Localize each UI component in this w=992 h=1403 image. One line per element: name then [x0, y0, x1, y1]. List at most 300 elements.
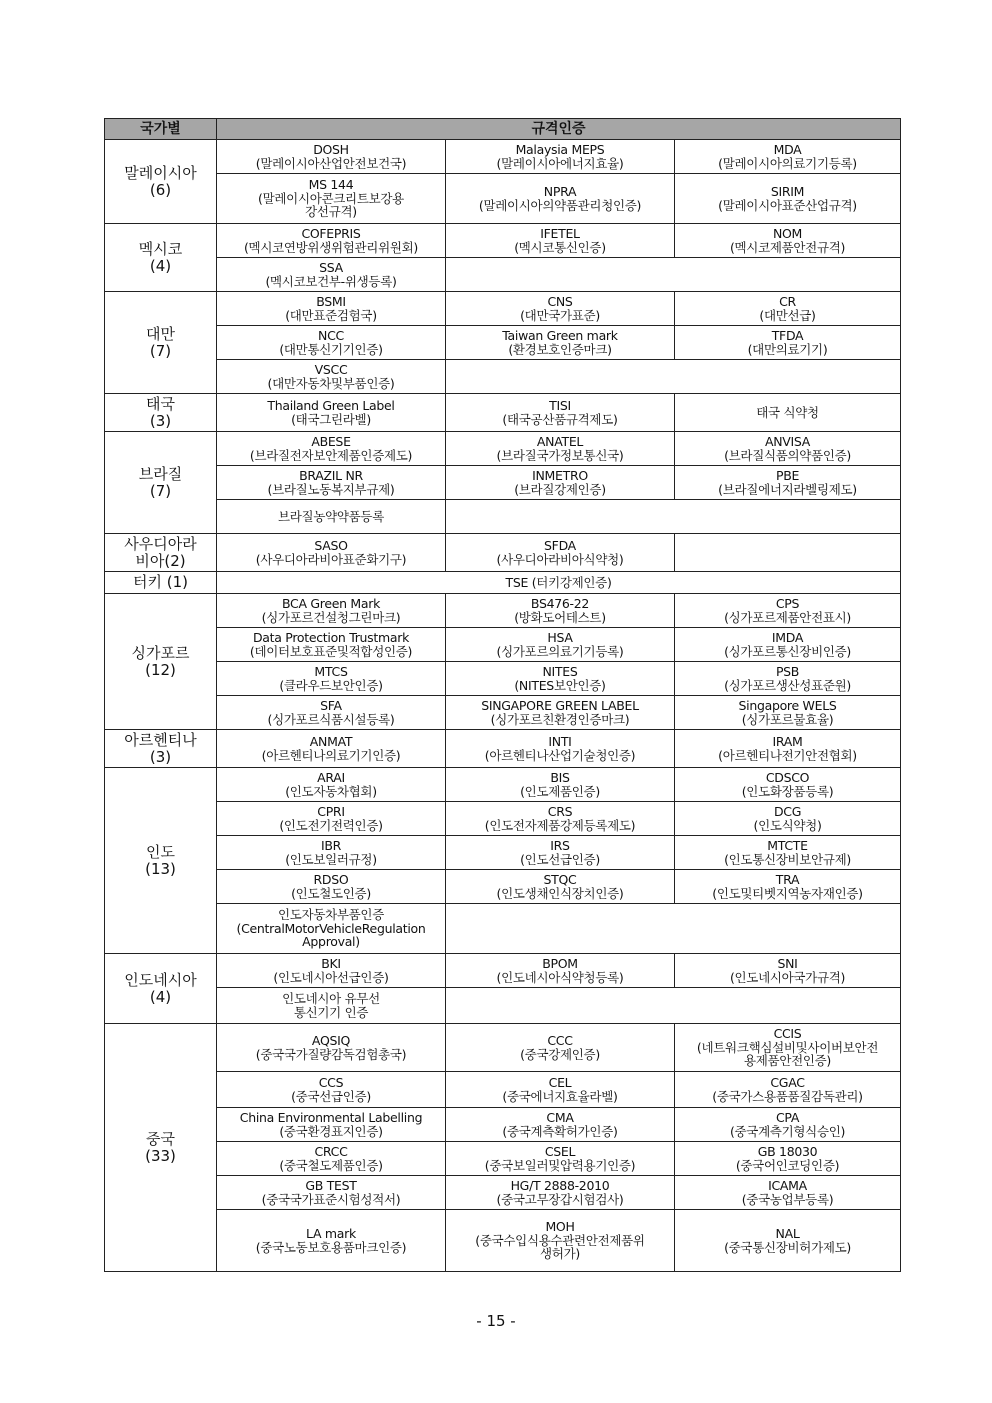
country-cell: [105, 768, 217, 954]
certification-description: (대만의료기기): [747, 341, 828, 357]
certification-description: (중국수입식용수관련안전제품위: [475, 1232, 645, 1248]
certification-name: TFDA: [771, 328, 804, 343]
certification-description: (싱가포르통신장비인증): [724, 643, 851, 659]
certification-name: ICAMA: [768, 1178, 807, 1193]
country-label: 대만: [146, 324, 175, 343]
certification-cell: [217, 572, 901, 594]
certification-name: 인도자동차부품인증: [278, 907, 384, 923]
certification-description: (대만선급): [759, 307, 816, 323]
country-label: 브라질: [138, 464, 183, 483]
table-row: [105, 394, 901, 432]
certification-name: CCS: [318, 1075, 344, 1090]
country-label: (3): [149, 747, 172, 766]
certification-name: NOM: [772, 226, 803, 241]
certification-cell: [675, 534, 901, 572]
certification-cell: [217, 1176, 446, 1210]
certification-cell: [217, 594, 446, 628]
certification-cell: [675, 662, 901, 696]
certification-description: (말레이시아표준산업규격): [718, 197, 857, 213]
certification-description: (중국통신장비허가제도): [724, 1239, 851, 1255]
certification-description: (CentralMotorVehicleRegulation: [236, 920, 426, 936]
certification-description: (싱가포르생산성표준원): [724, 677, 851, 693]
certification-cell: [446, 870, 675, 904]
certification-cell: [217, 836, 446, 870]
certification-description: (말레이시아산업안전보건국): [255, 155, 407, 171]
certification-name: DOSH: [313, 142, 349, 157]
certification-name: CSEL: [544, 1144, 576, 1159]
certification-cell: [217, 1024, 446, 1072]
certification-cell: [217, 394, 446, 432]
certification-description: (중국고무장갑시험검사): [496, 1191, 624, 1207]
certification-cell: [217, 870, 446, 904]
table-row: [105, 836, 901, 870]
certification-name: RDSO: [313, 872, 349, 887]
certification-description: (중국국가질량감독검험총국): [255, 1046, 407, 1062]
certification-description: (싱가포르친환경인증마크): [490, 711, 630, 727]
certification-cell: [446, 904, 901, 954]
certification-description: (사우디아라비아식약청): [496, 551, 624, 567]
certification-cell: [446, 360, 901, 394]
certification-name: 브라질농약약품등록: [278, 508, 384, 524]
certification-description: 통신기기 인증: [293, 1004, 369, 1020]
certification-cell: [675, 802, 901, 836]
country-cell: [105, 292, 217, 394]
certification-cell: [446, 594, 675, 628]
certification-description: (중국환경표지인증): [279, 1123, 383, 1139]
country-label: (7): [149, 341, 172, 360]
certification-cell: [217, 432, 446, 466]
certification-cell: [217, 904, 446, 954]
certification-description: (멕시코연방위생위험관리위원회): [243, 239, 418, 255]
certification-name: GB 18030: [757, 1144, 818, 1159]
certification-description: 생허가): [540, 1246, 580, 1262]
table-row: [105, 1142, 901, 1176]
certification-cell: [446, 174, 675, 224]
certification-name: SFA: [320, 698, 342, 713]
certification-cell: [446, 500, 901, 534]
certification-name: SASO: [314, 538, 348, 553]
certification-cell: [446, 140, 675, 174]
certification-cell: [675, 326, 901, 360]
certification-description: (말레이시아에너지효율): [496, 155, 624, 171]
country-cell: [105, 534, 217, 572]
certification-cell: [446, 836, 675, 870]
certification-name: SSA: [319, 260, 343, 275]
certification-name: BIS: [550, 770, 570, 785]
certification-cell: [446, 258, 901, 292]
certification-name: VSCC: [314, 362, 348, 377]
table-row: [105, 628, 901, 662]
country-label: (4): [149, 987, 172, 1006]
table-row: [105, 594, 901, 628]
certification-cell: [217, 662, 446, 696]
certification-cell: [675, 628, 901, 662]
certification-cell: [446, 466, 675, 500]
certification-cell: [675, 1072, 901, 1108]
certification-name: PBE: [775, 468, 800, 483]
certification-description: (인도제품인증): [520, 783, 600, 799]
certification-name: MOH: [545, 1219, 575, 1235]
certification-cell: [675, 174, 901, 224]
certification-description: (브라질식품의약품인증): [724, 447, 851, 463]
certification-cell: [675, 1176, 901, 1210]
certification-description: (중국농업부등록): [741, 1191, 834, 1207]
certification-description: (데이터보호표준및적합성인증): [249, 643, 413, 659]
certification-description: (태국그린라벨): [291, 411, 371, 427]
certification-name: SNI: [777, 956, 798, 971]
certification-name: COFEPRIS: [301, 226, 361, 241]
certification-name: SFDA: [544, 538, 576, 553]
country-label: 인도: [146, 842, 175, 861]
certification-cell: [446, 662, 675, 696]
certification-description: (브라질강제인증): [514, 481, 606, 497]
certification-cell: [675, 594, 901, 628]
certification-description: (브라질국가정보통신국): [496, 447, 624, 463]
certification-description: (아르헨티나의료기기인증): [261, 747, 401, 763]
country-label: 태국: [146, 394, 175, 413]
certification-name: BKI: [321, 956, 341, 971]
country-label: (7): [149, 481, 172, 500]
certification-cell: [446, 988, 901, 1024]
certification-description: (말레이시아의료기기등록): [718, 155, 857, 171]
certification-name: NAL: [775, 1226, 800, 1241]
certification-cell: [675, 140, 901, 174]
certification-name: MDA: [773, 142, 802, 157]
certification-cell: [217, 534, 446, 572]
certification-name: Data Protection Trustmark: [252, 630, 410, 645]
certification-cell: [446, 534, 675, 572]
country-cell: [105, 224, 217, 292]
certification-description: (브라질전자보안제품인증제도): [249, 447, 413, 463]
certification-name: SIRIM: [770, 184, 805, 199]
certification-cell: [675, 870, 901, 904]
certification-description: (중국계측확허가인증): [502, 1123, 618, 1139]
country-label: 중국: [146, 1129, 175, 1148]
certification-cell: [446, 1210, 675, 1272]
certification-name: BSMI: [316, 294, 346, 309]
certification-name: Singapore WELS: [738, 698, 837, 713]
certification-cell: [446, 292, 675, 326]
certification-cell: [217, 954, 446, 988]
certification-description: (멕시코보건부-위생등록): [265, 273, 397, 289]
certification-name: IMDA: [771, 630, 804, 645]
country-label: 아르헨티나: [124, 730, 197, 749]
page-number: - 15 -: [476, 1312, 516, 1330]
country-label: 싱가포르: [131, 643, 190, 662]
certification-cell: [217, 466, 446, 500]
table-row: [105, 904, 901, 954]
certification-cell: [217, 802, 446, 836]
certification-description: (환경보호인증마크): [508, 341, 612, 357]
certification-name: LA mark: [306, 1226, 356, 1241]
certification-description: (인도네시아선급인증): [273, 969, 389, 985]
certification-cell: [446, 628, 675, 662]
certification-description: (중국강제인증): [520, 1046, 600, 1062]
certification-cell: [446, 730, 675, 768]
table-row: [105, 572, 901, 594]
certification-cell: [675, 768, 901, 802]
certification-description: (중국국가표준시험성적서): [261, 1191, 401, 1207]
certification-cell: [675, 1024, 901, 1072]
certification-description: (인도철도인증): [291, 885, 371, 901]
certification-name: CPRI: [317, 804, 345, 819]
certification-cell: [446, 1024, 675, 1072]
certification-description: (중국노동보호용품마크인증): [255, 1239, 407, 1255]
table-row: [105, 696, 901, 730]
certification-name: ARAI: [317, 770, 345, 785]
certification-description: (말레이시아의약품관리청인증): [478, 197, 642, 213]
certification-description: (싱가포르건설청그린마크): [261, 609, 401, 625]
certification-cell: [217, 292, 446, 326]
table-row: [105, 1176, 901, 1210]
certification-name: IRS: [550, 838, 570, 853]
certification-name: CEL: [548, 1075, 572, 1090]
certification-cell: [217, 326, 446, 360]
certification-cell: [217, 1072, 446, 1108]
certification-description: (사우디아라비아표준화기구): [255, 551, 407, 567]
certification-name: China Environmental Labelling: [239, 1110, 423, 1125]
certification-name: TRA: [775, 872, 800, 887]
certification-name: CRCC: [314, 1144, 348, 1159]
country-cell: [105, 572, 217, 594]
certification-name: CR: [779, 294, 796, 309]
certification-description: (인도전기전력인증): [279, 817, 383, 833]
certification-cell: [446, 1142, 675, 1176]
certification-name: NPRA: [543, 184, 577, 199]
certification-name: ANATEL: [536, 434, 584, 449]
table-row: [105, 662, 901, 696]
certification-name: BS476-22: [530, 596, 590, 611]
certification-name: 인도네시아 유무선: [282, 991, 380, 1006]
certification-name: HSA: [547, 630, 573, 645]
certification-name: NITES: [542, 664, 578, 679]
certification-cell: [675, 836, 901, 870]
certification-name: CRS: [547, 804, 573, 819]
certification-description: (태국공산품규격제도): [502, 411, 618, 427]
certification-name: CCC: [547, 1033, 573, 1048]
certification-description: (대만국가표준): [520, 307, 600, 323]
certification-description: (대만자동차및부품인증): [267, 375, 395, 391]
table-row: [105, 326, 901, 360]
country-label: 멕시코: [138, 239, 183, 258]
table-row: [105, 432, 901, 466]
certification-cell: [217, 1210, 446, 1272]
certification-description: (인도보일러규정): [285, 851, 377, 867]
country-cell: [105, 432, 217, 534]
certification-name: BCA Green Mark: [281, 596, 381, 611]
certification-cell: [446, 1176, 675, 1210]
certification-description: (인도및티벳지역농자재인증): [712, 885, 863, 901]
certification-name: BPOM: [542, 956, 578, 971]
table-row: [105, 768, 901, 802]
certification-name: CPA: [775, 1110, 800, 1125]
certification-description: (싱가포르식품시설등록): [267, 711, 395, 727]
certification-description: (방화도어테스트): [514, 609, 606, 625]
certification-description: Approval): [302, 934, 360, 950]
table-row: [105, 802, 901, 836]
certification-cell: [446, 802, 675, 836]
country-cell: [105, 140, 217, 224]
certification-name: STQC: [543, 872, 577, 887]
certification-description: (네트워크핵심설비및사이버보안전: [696, 1039, 879, 1055]
certification-name: IBR: [320, 838, 342, 853]
certification-description: (말레이시아콘크리트보강용: [258, 190, 404, 206]
certification-description: (인도네시아식약청등록): [496, 969, 624, 985]
certification-cell: [675, 954, 901, 988]
certification-cell: [217, 258, 446, 292]
certification-description: (NITES보안인증): [514, 677, 606, 693]
certification-cell: [446, 1108, 675, 1142]
country-cell: [105, 394, 217, 432]
certification-description: (중국계측기형식승인): [729, 1123, 846, 1139]
country-label: 말레이시아: [124, 163, 197, 182]
certification-description: (인도전자제품강제등록제도): [484, 817, 636, 833]
certification-description: (아르헨티나전기안전협회): [718, 747, 857, 763]
certification-description: (브라질에너지라벨링제도): [718, 481, 857, 497]
certification-description: (인도통신장비보안규제): [724, 851, 851, 867]
certification-cell: [675, 394, 901, 432]
certification-description: (클라우드보안인증): [279, 677, 383, 693]
table-row: [105, 954, 901, 988]
certification-name: ANMAT: [309, 734, 353, 749]
country-column-header: 국가별: [105, 119, 217, 140]
certification-description: (멕시코통신인증): [514, 239, 606, 255]
certification-name: ABESE: [311, 434, 351, 449]
table-row: [105, 730, 901, 768]
certification-name: 태국 식약청: [756, 404, 819, 420]
table-row: [105, 1024, 901, 1072]
certification-description: (중국철도제품인증): [279, 1157, 383, 1173]
certification-name: NCC: [318, 328, 344, 343]
certification-cell: [217, 1142, 446, 1176]
certification-name: TSE (터키강제인증): [505, 574, 612, 590]
table-row: [105, 140, 901, 174]
certification-cell: [446, 954, 675, 988]
certification-cell: [217, 174, 446, 224]
certification-cell: [446, 224, 675, 258]
table-row: [105, 466, 901, 500]
certification-cell: [217, 730, 446, 768]
certification-description: (중국어인코딩인증): [735, 1157, 840, 1173]
table-row: [105, 1210, 901, 1272]
certification-name: Taiwan Green mark: [502, 328, 618, 343]
country-cell: [105, 594, 217, 730]
certification-cell: [675, 1108, 901, 1142]
certification-cell: [446, 394, 675, 432]
certification-name: PSB: [775, 664, 800, 679]
certification-description: (중국선급인증): [291, 1088, 371, 1104]
certification-description: (중국가스용품품질감독관리): [712, 1088, 863, 1104]
certification-cell: [217, 500, 446, 534]
certification-cell: [446, 1072, 675, 1108]
table-row: [105, 500, 901, 534]
certification-name: MS 144: [308, 177, 354, 193]
certification-name: CMA: [546, 1110, 574, 1125]
country-label: 비아(2): [135, 551, 186, 570]
certification-cell: [446, 432, 675, 466]
certification-name: CDSCO: [765, 770, 810, 785]
certification-name: AQSIQ: [311, 1033, 351, 1048]
country-label: (4): [149, 256, 172, 275]
certification-cell: [217, 696, 446, 730]
certification-name: Thailand Green Label: [267, 398, 395, 413]
certification-cell: [675, 292, 901, 326]
certification-name: CNS: [547, 294, 573, 309]
table-row: [105, 534, 901, 572]
certification-cell: [675, 466, 901, 500]
certification-name: MTCS: [314, 664, 348, 679]
certification-cell: [446, 326, 675, 360]
certification-name: BRAZIL NR: [299, 468, 363, 483]
certification-description: (대만표준검험국): [285, 307, 377, 323]
certification-cell: [675, 696, 901, 730]
certification-name: INTI: [548, 734, 572, 749]
table-header-row: [105, 119, 901, 140]
certification-cell: [217, 768, 446, 802]
table-row: [105, 870, 901, 904]
table-row: [105, 224, 901, 258]
certification-description: (인도자동차협회): [285, 783, 377, 799]
certification-cell: [675, 1210, 901, 1272]
certification-name: INMETRO: [532, 468, 588, 483]
table-row: [105, 360, 901, 394]
country-label: 인도네시아: [124, 970, 197, 989]
certification-name: CCIS: [773, 1026, 802, 1042]
table-body: [105, 140, 901, 1272]
country-label: (13): [145, 859, 176, 878]
certification-description: 용제품안전인증): [744, 1053, 832, 1069]
certification-name: TISI: [549, 398, 571, 413]
table-row: [105, 292, 901, 326]
certification-column-header: 규격인증: [217, 119, 901, 140]
certification-name: ANVISA: [764, 434, 811, 449]
certification-cell: [675, 432, 901, 466]
certification-cell: [446, 768, 675, 802]
certification-description: (인도생채인식장치인증): [496, 885, 624, 901]
certification-name: GB TEST: [305, 1178, 357, 1193]
country-label: 터키 (1): [133, 573, 188, 591]
country-label: (3): [149, 411, 172, 430]
table-row: [105, 1108, 901, 1142]
certification-cell: [217, 224, 446, 258]
certification-name: Malaysia MEPS: [515, 142, 605, 157]
certification-cell: [217, 1108, 446, 1142]
certification-name: CPS: [775, 596, 800, 611]
certification-description: (싱가포르제품안전표시): [724, 609, 851, 625]
certification-cell: [446, 696, 675, 730]
country-label: (12): [145, 660, 176, 679]
table-row: [105, 258, 901, 292]
certification-description: (멕시코제품안전규격): [729, 239, 846, 255]
country-label: (33): [145, 1146, 176, 1165]
certification-cell: [675, 730, 901, 768]
certification-description: (중국에너지효율라벨): [502, 1088, 618, 1104]
certification-description: (싱가포르물효율): [741, 711, 834, 727]
certification-description: (싱가포르의료기기등록): [496, 643, 624, 659]
certification-name: HG/T 2888-2010: [510, 1178, 610, 1193]
certification-name: SINGAPORE GREEN LABEL: [481, 698, 639, 713]
certification-cell: [675, 1142, 901, 1176]
country-cell: [105, 1024, 217, 1272]
certification-table: [104, 118, 901, 1272]
certification-description: (대만통신기기인증): [279, 341, 383, 357]
certification-description: (브라질노동복지부규제): [267, 481, 395, 497]
certification-description: (중국보일러및압력용기인증): [484, 1157, 636, 1173]
certification-description: (인도식약청): [753, 817, 822, 833]
certification-name: DCG: [773, 804, 802, 819]
certification-description: (인도화장품등록): [741, 783, 834, 799]
table-row: [105, 174, 901, 224]
